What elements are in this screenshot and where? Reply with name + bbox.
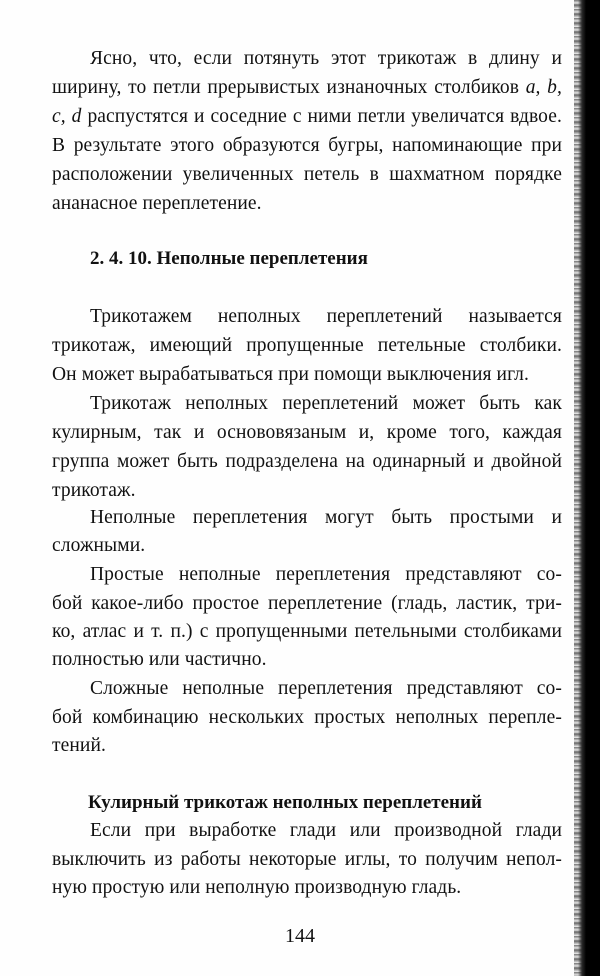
text-span: ширину, то петли прерывистых изнаночных столбиков [52, 77, 526, 98]
italic-letters: a, b, [525, 77, 562, 98]
text-line: Трикотажем неполных переплетений называется [90, 306, 562, 327]
text-line: Неполные переплетения могут быть простыми и [90, 507, 562, 528]
text-line: тений. [52, 735, 106, 756]
text-line: ананасное переплетение. [52, 193, 262, 214]
text-line: группа может быть подразделена на одинарный и двойной [52, 451, 562, 472]
text-line: Он может вырабатываться при помощи выключения игл. [52, 364, 529, 385]
scan-edge-shadow [578, 0, 600, 976]
page-number: 144 [285, 925, 315, 947]
text-line: Простые неполные переплетения представляют со- [90, 564, 562, 585]
text-line: Если при выработке глади или производной глади [90, 820, 562, 841]
text-span: распустятся и соседние с ними петли увеличатся вдвое. [81, 106, 562, 127]
text-line: бой какое-либо простое переплетение (гладь, ластик, три- [52, 593, 562, 614]
text-line [52, 74, 562, 102]
subheading: Кулирный трикотаж неполных переплетений [88, 792, 482, 813]
text-line: выключить из работы некоторые иглы, то получим непол- [52, 849, 562, 870]
text-line [52, 103, 562, 131]
text-line: сложными. [52, 535, 146, 556]
text-line: бой комбинацию нескольких простых неполных перепле- [52, 707, 562, 728]
italic-letters: c, d [52, 106, 82, 127]
text-line: Сложные неполные переплетения представляют со- [90, 678, 562, 699]
text-line: В результате этого образуются бугры, напоминающие при [52, 135, 562, 156]
text-line: кулирным, так и основовязаным и, кроме того, каждая [52, 422, 562, 443]
text-line: трикотаж. [52, 480, 136, 501]
text-line: ко, атлас и т. п.) с пропущенными петельными столбиками [52, 621, 562, 642]
text-line: трикотаж, имеющий пропущенные петельные столбики. [52, 335, 562, 356]
text-line: Ясно, что, если потянуть этот трикотаж в длину и [90, 48, 562, 69]
section-heading: 2. 4. 10. Неполные переплетения [90, 248, 368, 269]
text-line: полностью или частично. [52, 649, 267, 670]
text-line: расположении увеличенных петель в шахматном порядке [52, 164, 562, 185]
text-line: ную простую или неполную производную гладь. [52, 877, 462, 898]
text-line: Трикотаж неполных переплетений может быть как [90, 393, 562, 414]
